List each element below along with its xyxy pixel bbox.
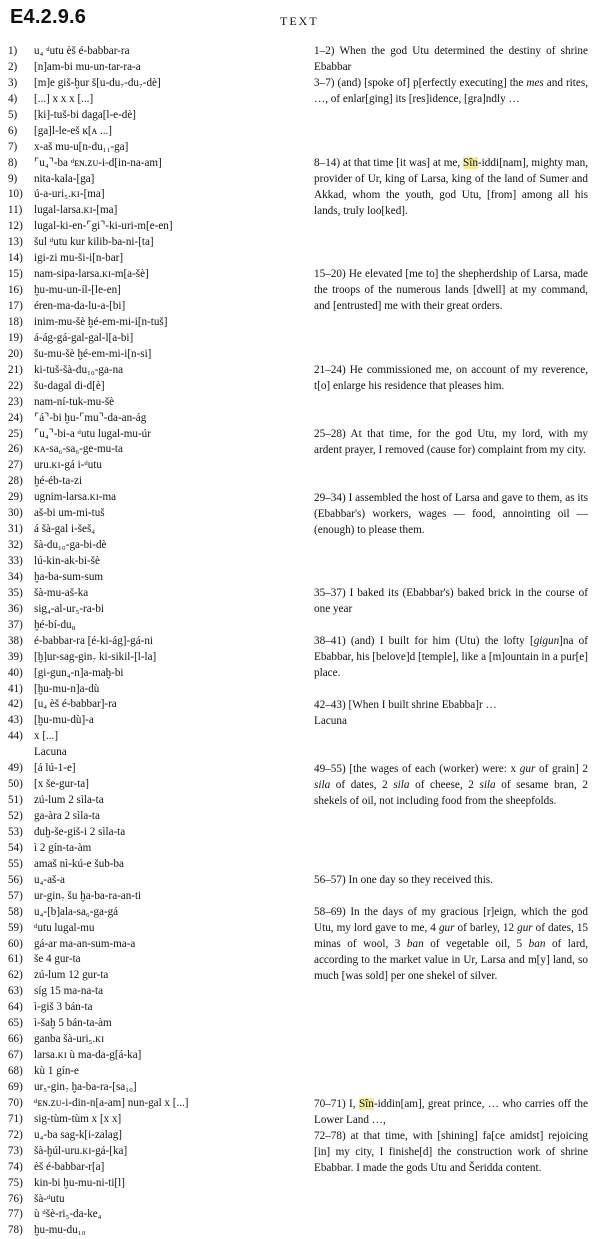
line-number: 28) <box>8 475 23 488</box>
line-text: á šà-gal i-šeš₄ <box>34 523 96 536</box>
line-text: sig₄-al-ur₅-ra-bi <box>34 602 104 615</box>
transliteration-line <box>8 442 304 458</box>
line-number: 27) <box>8 459 23 472</box>
line-text: [ki]-tuš-bi daga[l-e-dè] <box>34 108 136 121</box>
line-number: 43) <box>8 714 23 727</box>
line-text: [ḫu-mu-n]a-dù <box>34 682 100 695</box>
line-text: x-aš mu-u[n-du₁₁-ga] <box>34 140 129 153</box>
transliteration-line <box>8 713 304 729</box>
line-number: 4) <box>8 92 18 105</box>
transliteration-line <box>8 490 304 506</box>
line-text: šà-du₁₀-ga-bi-dè <box>34 539 107 552</box>
transliteration-line <box>8 76 304 92</box>
translation-block: 35–37) I baked its (Ebabbar's) baked brick in the course of one year <box>314 587 588 616</box>
transliteration-line <box>8 363 304 379</box>
line-number: 40) <box>8 666 23 679</box>
transliteration-line <box>8 1016 304 1032</box>
transliteration-line <box>8 905 304 921</box>
transliteration-line <box>8 347 304 363</box>
line-number: 22) <box>8 379 23 392</box>
line-number: 44) <box>8 730 23 743</box>
transliteration-line <box>8 251 304 267</box>
line-number: 53) <box>8 825 23 838</box>
transliteration-line <box>8 299 304 315</box>
line-number: 26) <box>8 443 23 456</box>
line-text: á-ág-gá-gal-gal-l[a-bi] <box>34 331 134 344</box>
line-text: uru.ᴋɪ-gá i-ᵈutu <box>34 459 102 472</box>
line-text: ḫu-mu-du₁₀ <box>34 1224 86 1237</box>
line-number: 68) <box>8 1065 23 1077</box>
line-text: zú-lum 2 sìla-ta <box>34 794 104 807</box>
transliteration-line <box>8 1032 304 1048</box>
line-text: šà-ḫúl-uru.ᴋɪ-gá-[ka] <box>34 1144 128 1157</box>
translation-block: 15–20) He elevated [me to] the shepherdship of Larsa, made the troops of the numerous lands [dwell] at my command, and [entrusted] me with their great orders. <box>314 268 588 313</box>
line-text: ḫu-mu-un-íl-[le-en] <box>34 284 121 297</box>
line-number: 54) <box>8 841 23 854</box>
line-number: 33) <box>8 555 23 567</box>
line-text: lugal-ki-en-⌜gi⌝-ki-uri-m[e-en] <box>34 220 173 233</box>
line-text: ᴋᴀ-sa₆-sa₆-ge-mu-ta <box>34 443 123 456</box>
line-text: še 4 gur-ta <box>34 953 81 966</box>
translation-block: 1–2) When the god Utu determined the destiny of shrine Ebabbar <box>314 45 588 73</box>
line-text: inim-mu-šè ḫé-em-mi-i[n-tuš] <box>34 315 168 328</box>
line-text: kù 1 gín-e <box>34 1065 79 1077</box>
line-text: [m]e giš-ḫur š[u-du₇-du₇-dè] <box>34 76 161 89</box>
transliteration-line <box>8 267 304 283</box>
line-number: 75) <box>8 1176 23 1189</box>
line-number: 37) <box>8 618 23 631</box>
line-number: 3) <box>8 76 18 89</box>
line-text: ugnim-larsa.ᴋɪ-ma <box>34 491 117 504</box>
transliteration-line <box>8 952 304 968</box>
line-text: ì-giš 3 bán-ta <box>34 1001 93 1014</box>
transliteration-line <box>8 458 304 474</box>
line-number: 70) <box>8 1096 23 1109</box>
line-text: [...] x x x [...] <box>34 92 94 105</box>
line-text: [ḫu-mu-dù]-a <box>34 714 94 727</box>
transliteration-line <box>8 793 304 809</box>
transliteration-line <box>8 219 304 235</box>
transliteration-line <box>8 1144 304 1160</box>
transliteration-line <box>8 203 304 219</box>
line-number: 65) <box>8 1017 23 1030</box>
line-text: gá-ar ma-an-sum-ma-a <box>34 937 136 950</box>
line-number: 78) <box>8 1224 23 1237</box>
translation-block: 56–57) In one day so they received this. <box>314 874 493 887</box>
line-number: 6) <box>8 124 18 137</box>
transliteration-line <box>8 1192 304 1208</box>
transliteration-line <box>8 570 304 586</box>
line-text: ur₅-gin₇ ḫa-ba-ra-[sa₁₀] <box>34 1080 137 1093</box>
line-number: 42) <box>8 698 23 711</box>
line-number: 64) <box>8 1001 23 1014</box>
transliteration-line <box>8 984 304 1000</box>
line-number: 74) <box>8 1160 23 1173</box>
line-number: 13) <box>8 236 23 249</box>
line-number: 59) <box>8 921 23 934</box>
line-text: u₄-[b]ala-sa₆-ga-gá <box>34 905 119 918</box>
transliteration-line <box>8 124 304 140</box>
transliteration-line <box>8 825 304 841</box>
line-text: šu-dagal di-d[è] <box>34 379 105 392</box>
transliteration-line <box>8 554 304 570</box>
line-text: [ga]l-le-eš ĸ[ᴀ ...] <box>34 124 112 137</box>
line-text: u₄-ba sag-k[i-zalag] <box>34 1128 122 1141</box>
line-number: 8) <box>8 156 18 169</box>
line-number: 9) <box>8 172 18 185</box>
transliteration-line <box>8 745 304 761</box>
line-number: 18) <box>8 315 23 328</box>
line-number: 12) <box>8 220 23 233</box>
transliteration-column <box>8 44 304 1239</box>
transliteration-line <box>8 602 304 618</box>
transliteration-line <box>8 92 304 108</box>
line-number: 19) <box>8 331 23 344</box>
transliteration-line <box>8 411 304 427</box>
line-text: kin-bi ḫu-mu-ni-ti[l] <box>34 1176 125 1189</box>
line-number: 57) <box>8 889 23 902</box>
transliteration-line <box>8 937 304 953</box>
line-text: é-babbar-ra [é-ki-ág]-gá-ni <box>34 634 153 647</box>
transliteration-line <box>8 315 304 331</box>
line-text: [á lú-1-e] <box>34 762 76 775</box>
transliteration-line <box>8 841 304 857</box>
line-number: 35) <box>8 586 23 599</box>
line-text: ú-a-uri₅.ᴋɪ-[ma] <box>34 188 105 201</box>
line-number: 63) <box>8 985 23 998</box>
line-number: 17) <box>8 300 23 312</box>
line-text: nam-sipa-larsa.ᴋɪ-m[a-šè] <box>34 268 149 281</box>
line-text: [n]am-bi mu-un-tar-ra-a <box>34 60 141 73</box>
line-number: 60) <box>8 937 23 950</box>
transliteration-line <box>8 889 304 905</box>
line-number: 25) <box>8 427 23 440</box>
line-number: 21) <box>8 363 23 376</box>
translation-block: 42–43) [When I built shrine Ebabba]r … Lacuna <box>314 698 497 727</box>
line-number: 23) <box>8 395 23 408</box>
line-number: 16) <box>8 284 23 297</box>
transliteration-line <box>8 1207 304 1223</box>
line-number: 50) <box>8 778 23 791</box>
transliteration-line <box>8 618 304 634</box>
translation-block: 38–41) (and) I built for him (Utu) the lofty [gigun]na of Ebabbar, his [belove]d [temple], like a [m]ountain in a pur[e] place. <box>314 635 588 680</box>
line-number: 39) <box>8 650 23 663</box>
line-text: duḫ-še-giš-i 2 sìla-ta <box>34 825 126 838</box>
line-text: [x še-gur-ta] <box>34 778 89 791</box>
transliteration-line <box>8 1176 304 1192</box>
transliteration-line <box>8 634 304 650</box>
line-number: 11) <box>8 204 23 217</box>
transliteration-line <box>8 140 304 156</box>
line-number: 10) <box>8 188 23 201</box>
line-number: 5) <box>8 108 18 121</box>
line-text: šà-ᵈutu <box>34 1192 65 1205</box>
transliteration-line <box>8 506 304 522</box>
transliteration-line <box>8 1128 304 1144</box>
line-number: 36) <box>8 602 23 615</box>
transliteration-line <box>8 968 304 984</box>
transliteration-line <box>8 522 304 538</box>
highlight: Sîn <box>463 156 478 169</box>
line-number: 2) <box>8 60 18 73</box>
transliteration-line <box>8 697 304 713</box>
line-number: 30) <box>8 507 23 520</box>
line-text: ki-tuš-šà-du₁₀-ga-na <box>34 363 124 376</box>
line-text: ì-šaḫ 5 bán-ta-àm <box>34 1017 112 1030</box>
line-text: éren-ma-da-lu-a-[bi] <box>34 300 126 312</box>
transliteration-line <box>8 235 304 251</box>
line-text: igi-zi mu-ši-i[n-bar] <box>34 252 124 265</box>
page-heading: TEXT <box>280 14 319 28</box>
line-text: sig-tùm-tùm x [x x] <box>34 1112 122 1125</box>
line-text: u₄-aš-a <box>34 873 65 886</box>
line-text: ḫé-éb-ta-zi <box>34 475 83 488</box>
transliteration-line <box>8 586 304 602</box>
transliteration-line <box>8 187 304 203</box>
line-number: 41) <box>8 682 23 695</box>
line-text: nita-kala-[ga] <box>34 172 95 185</box>
line-text: ⌜u₄⌝-bi-a ᵈutu lugal-mu-úr <box>34 427 151 440</box>
text-id: E4.2.9.6 <box>10 6 87 28</box>
line-number: 31) <box>8 523 23 536</box>
translation-block: 49–55) [the wages of each (worker) were: x gur of grain] 2 sila of dates, 2 sila of cheese, 2 sila of sesame bran, 2 shekels of oil, not including food from the sheepfolds. <box>314 762 588 807</box>
line-number: 72) <box>8 1128 23 1141</box>
line-number: 14) <box>8 252 23 265</box>
transliteration-line <box>8 1080 304 1096</box>
line-text: x [...] <box>34 730 59 743</box>
line-number: 71) <box>8 1112 23 1125</box>
translation-block: 3–7) (and) [spoke of] p[erfectly executing] the mes and rites, …, of enlar[ging] its [res]idence, [gra]ndly … <box>314 76 588 105</box>
line-text: ⌜u₄⌝-ba ᵈᴇɴ.ᴢᴜ-i-d[in-na-am] <box>34 156 162 169</box>
line-text: ḫa-ba-sum-sum <box>34 570 104 583</box>
line-text: èš é-babbar-r[a] <box>34 1160 105 1173</box>
transliteration-line <box>8 921 304 937</box>
line-text: ì 2 gín-ta-àm <box>34 841 92 854</box>
transliteration-line <box>8 809 304 825</box>
line-number: 56) <box>8 873 23 886</box>
translation-block: 29–34) I assembled the host of Larsa and gave to them, as its (Ebabbar's) workers, wages — food, annointing oil — (enough) to please them. <box>314 491 588 536</box>
line-text: [gi-gun₄-n]a-maḫ-bi <box>34 666 124 679</box>
translation-block: 8–14) at that time [it was] at me, Sîn-iddi[nam], mighty man, provider of Ur, king of Larsa, king of the land of Sumer and Akkad, whom the youth, god Utu, [from] among all his lands, truly loo[ked]. <box>314 156 588 217</box>
line-text: larsa.ᴋɪ ù ma-da-g[á-ka] <box>34 1049 142 1062</box>
transliteration-line <box>8 108 304 124</box>
translation-block: 58–69) In the days of my gracious [r]eign, which the god Utu, my lord gave to me, 4 gur of barley, 12 gur of dates, 15 minas of wool, 3 ban of vegetable oil, 5 ban of lard, according to the market value in Ur, Larsa and m[y] land, so much [was sold] per one shekel of silver. <box>314 906 589 983</box>
transliteration-line <box>8 666 304 682</box>
transliteration-line <box>8 761 304 777</box>
line-text: ga-àra 2 sìla-ta <box>34 810 100 822</box>
line-number: 76) <box>8 1192 23 1205</box>
line-text: [u₄ èš é-babbar]-ra <box>34 698 117 711</box>
line-text: ⌜á⌝-bi ḫu-⌜mu⌝-da-an-ág <box>34 411 147 424</box>
line-number: 24) <box>8 411 23 424</box>
line-text: ganba šà-uri₅.ᴋɪ <box>34 1033 105 1046</box>
line-text: zú-lum 12 gur-ta <box>34 969 109 982</box>
line-number: 62) <box>8 969 23 982</box>
line-number: 55) <box>8 857 23 870</box>
translation-block: 70–71) I, Sîn-iddin[am], great prince, … who carries off the Lower Land …, 72–78) at that time, with [shining] fa[ce amidst] rejoicing [in] my city, I finishe[d] the construction work of shrine Ebabbar. I made the gods Utu and Šeridda content. <box>314 1097 588 1174</box>
transliteration-line <box>8 172 304 188</box>
line-text: aš-bi um-mi-tuš <box>34 507 105 520</box>
line-text: u₄ ᵈutu èš é-babbar-ra <box>34 45 130 57</box>
line-number: 67) <box>8 1049 23 1062</box>
transliteration-line <box>8 379 304 395</box>
line-number: 58) <box>8 905 23 918</box>
line-text: [ḫ]ur-sag-gin₇ ki-sikil-[l-la] <box>34 650 157 663</box>
transliteration-line <box>8 60 304 76</box>
line-text: ᵈᴇɴ.ᴢᴜ-i-din-n[a-am] nun-gal x [...] <box>34 1096 189 1109</box>
line-text: šul ᵈutu kur kilib-ba-ni-[ta] <box>34 236 154 249</box>
line-number: 51) <box>8 794 23 807</box>
line-text: šà-mu-aš-ka <box>34 586 89 599</box>
line-number: 34) <box>8 570 23 583</box>
transliteration-line <box>8 1112 304 1128</box>
transliteration-line <box>8 650 304 666</box>
line-text: ᵈutu lugal-mu <box>34 921 95 934</box>
transliteration-line <box>8 427 304 443</box>
line-number: 1) <box>8 45 18 57</box>
transliteration-line <box>8 682 304 698</box>
transliteration-line <box>8 156 304 172</box>
line-number: 61) <box>8 953 23 966</box>
line-number: 77) <box>8 1208 23 1221</box>
transliteration-line <box>8 474 304 490</box>
transliteration-line <box>8 331 304 347</box>
line-text: nam-ní-tuk-mu-šè <box>34 395 115 408</box>
line-text: lú-kin-ak-bi-šè <box>34 555 100 567</box>
transliteration-line <box>8 1096 304 1112</box>
transliteration-line <box>8 283 304 299</box>
transliteration-line <box>8 1160 304 1176</box>
line-text: ur-gin₇ šu ḫa-ba-ra-an-ti <box>34 889 142 902</box>
transliteration-line <box>8 1048 304 1064</box>
line-number: 32) <box>8 539 23 552</box>
line-number: 49) <box>8 762 23 775</box>
line-text: síg 15 ma-na-ta <box>34 985 104 998</box>
translation-block: 21–24) He commissioned me, on account of my reverence, t[o] enlarge his residence that pleases him. <box>314 364 588 392</box>
line-number: 7) <box>8 140 18 153</box>
transliteration-line <box>8 395 304 411</box>
highlight: Sîn <box>358 1097 374 1110</box>
line-number: 20) <box>8 347 23 360</box>
line-text: lugal-larsa.ᴋɪ-[ma] <box>34 204 118 217</box>
transliteration-line <box>8 1223 304 1239</box>
transliteration-line <box>8 873 304 889</box>
line-number: 69) <box>8 1080 23 1093</box>
transliteration-line <box>8 1064 304 1080</box>
line-text: ḫé-bí-du₈ <box>34 618 76 631</box>
line-text: Lacuna <box>34 746 67 759</box>
transliteration-line <box>8 857 304 873</box>
line-text: ù ᵈšè-ri₅-da-ke₄ <box>34 1208 102 1221</box>
transliteration-line <box>8 729 304 745</box>
line-number: 38) <box>8 634 23 647</box>
line-number: 66) <box>8 1033 23 1046</box>
line-number: 29) <box>8 491 23 504</box>
translation-block: 25–28) At that time, for the god Utu, my lord, with my ardent prayer, I removed (cause for) complaint from my city. <box>314 427 588 456</box>
line-text: šu-mu-šè ḫé-em-mi-i[n-si] <box>34 347 152 360</box>
transliteration-line <box>8 44 304 60</box>
transliteration-line <box>8 538 304 554</box>
transliteration-line <box>8 777 304 793</box>
line-number: 52) <box>8 810 23 822</box>
line-number: 73) <box>8 1144 23 1157</box>
line-number: 15) <box>8 268 23 281</box>
line-text: amaš nì-kú-e šub-ba <box>34 857 124 870</box>
transliteration-line <box>8 1000 304 1016</box>
